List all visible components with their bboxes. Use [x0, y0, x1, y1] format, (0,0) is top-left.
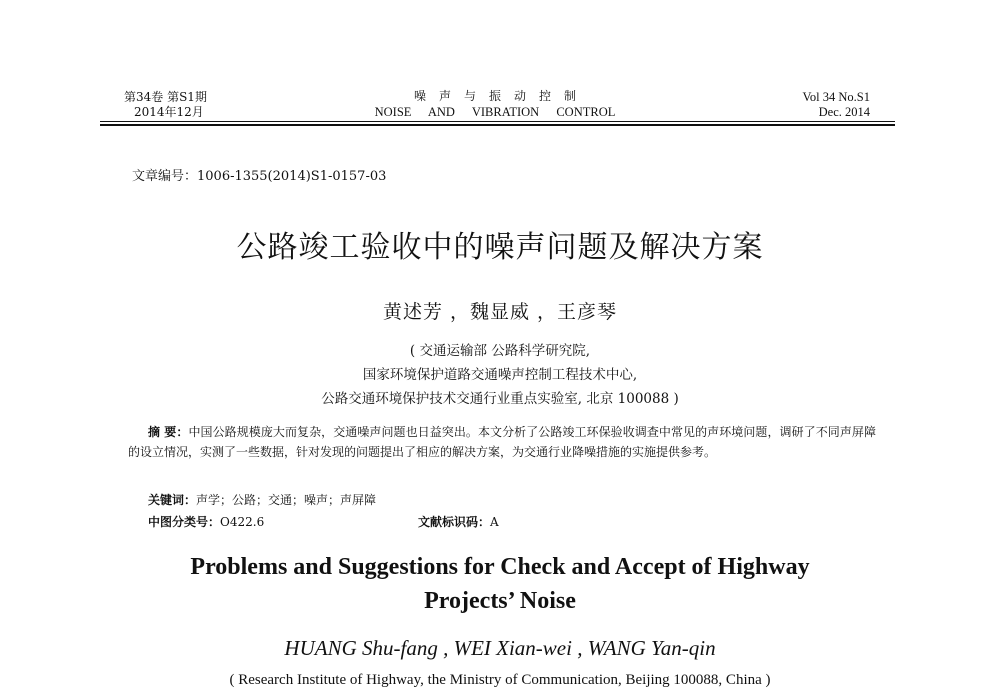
document-code [418, 513, 499, 530]
abstract [128, 422, 876, 462]
abstract-text: 中国公路规模庞大而复杂，交通噪声问题也日益突出。本文分析了公路竣工环保验收调查中常见的声环境问题，调研了不同声屏障的设立情况，实测了一些数据，针对发现的问题提出了相应的解决方案，为交通行业降噪措施的实施提供参考。 [128, 425, 876, 459]
journal-volume-info [124, 90, 207, 120]
paper-title-en-line1: Problems and Suggestions for Check and Accept of Highway [190, 554, 810, 580]
volume-issue: 第34卷 第S1期 [124, 90, 207, 104]
authors-en: HUANG Shu-fang , WEI Xian-wei , WANG Yan-qin [284, 636, 716, 660]
volume-issue-en: Vol 34 No.S1 [802, 90, 870, 104]
paper-title-cn: 公路竣工验收中的噪声问题及解决方案 [236, 230, 764, 265]
keywords-text: 声学；公路；交通；噪声；声屏障 [196, 493, 377, 507]
affiliation-en: ( Research Institute of Highway, the Ministry of Communication, Beijing 100088, China ) [229, 672, 771, 688]
classification-label: 中图分类号： [148, 515, 221, 529]
abstract-label: 摘 要： [148, 425, 189, 439]
issue-date-en: Dec. 2014 [818, 105, 870, 119]
affiliation-cn-line2: 国家环境保护道路交通噪声控制工程技术中心, [362, 367, 638, 383]
classification-text: O422.6 [220, 515, 265, 529]
keywords-label: 关键词： [148, 493, 197, 507]
paper-title-en [0, 550, 1000, 618]
journal-name [350, 88, 640, 120]
issue-date: 2014年12月 [134, 105, 204, 119]
header-rule-thick [100, 124, 895, 126]
classification-number [148, 513, 264, 530]
authors-cn: 黄述芳 ，魏显威 ，王彦琴 [382, 301, 618, 323]
document-code-text: A [490, 515, 499, 529]
document-code-label: 文献标识码： [418, 515, 491, 529]
journal-name-cn: 噪声与振动控制 [413, 89, 589, 103]
affiliation-cn-line1: ( 交通运输部 公路科学研究院, [409, 343, 591, 359]
journal-name-en: NOISE AND VIBRATION CONTROL [374, 105, 616, 119]
affiliation-cn-line3: 公路交通环境保护技术交通行业重点实验室, 北京 100088 ) [321, 391, 679, 407]
header-rule-thin [100, 121, 895, 122]
paper-title-en-line2: Projects’ Noise [424, 588, 576, 614]
journal-volume-en [770, 90, 870, 120]
keywords [148, 491, 376, 508]
article-number: 文章编号：1006-1355(2014)S1-0157-03 [132, 169, 387, 184]
